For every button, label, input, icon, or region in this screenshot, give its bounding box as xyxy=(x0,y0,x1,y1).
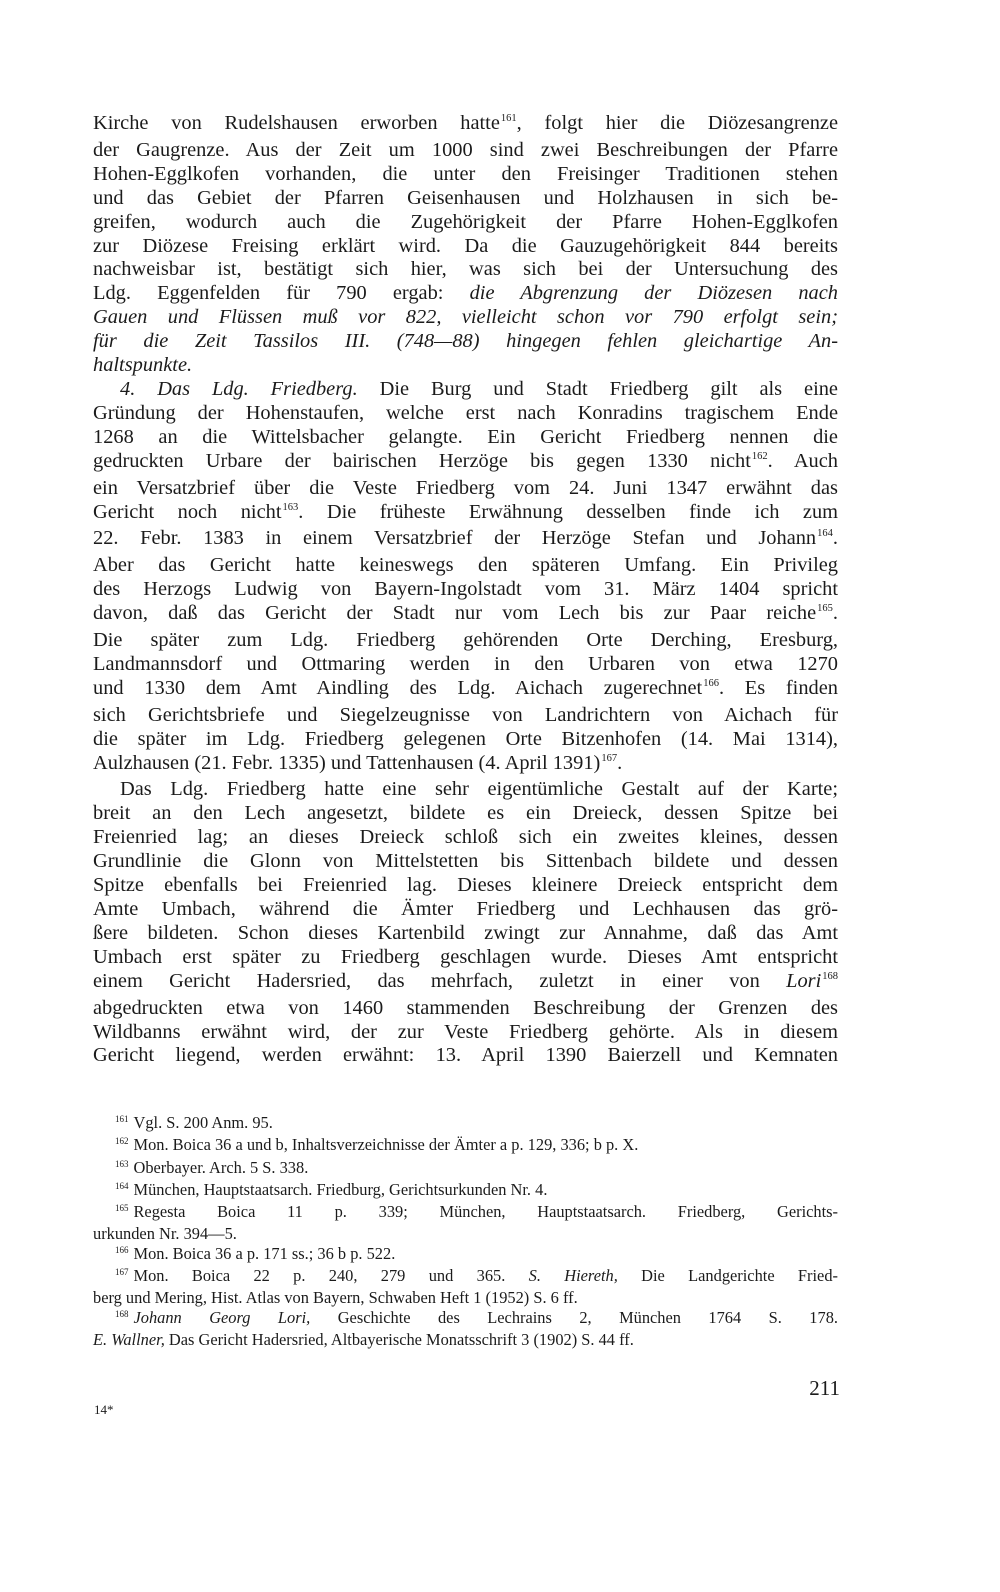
text-line: Spitze ebenfalls bei Freienried lag. Dieses kleinere Dreieck entspricht dem xyxy=(93,874,838,897)
text-line: nachweisbar ist, bestätigt sich hier, was sich bei der Untersuchung des xyxy=(93,258,838,281)
author-name: S. Hiereth, xyxy=(528,1266,618,1286)
text-line: abgedruckten etwa von 1460 stammenden Beschreibung der Grenzen des xyxy=(93,996,838,1019)
author-name: Lori xyxy=(786,969,822,992)
text-line: der Gaugrenze. Aus der Zeit um 1000 sind zwei Beschreibungen der Pfarre xyxy=(93,138,838,161)
text-line: Hohen-Egglkofen vorhanden, die unter den Freisinger Traditionen stehen xyxy=(93,162,838,185)
text-line: einem Gericht Hadersried, das mehrfach, zuletzt in einer von Lori$^{168}$ xyxy=(93,969,838,992)
footnote-continuation: E. Wallner, Das Gericht Hadersried, Altbayerische Monatsschrift 3 (1902) S. 44 ff. xyxy=(93,1329,634,1349)
text-line: 22. Febr. 1383 in einem Versatzbrief der Herzöge Stefan und Johann$^{164}$. xyxy=(93,527,838,550)
footnote-ref: 165 xyxy=(817,603,833,615)
text-line: für die Zeit Tassilos III. (748—88) hingegen fehlen gleichartige An- xyxy=(93,330,838,353)
footnote: $^{166}$ Mon. Boica 36 a p. 171 ss.; 36 b p. 522. xyxy=(115,1243,396,1263)
footnote-number: 167 xyxy=(115,1267,129,1278)
text-line: haltspunkte. xyxy=(93,354,193,377)
text-line: und 1330 dem Amt Aindling des Ldg. Aichach zugerechnet$^{166}$. Es finden xyxy=(93,676,838,699)
section-heading-line: 4. Das Ldg. Friedberg. Die Burg und Stadt Friedberg gilt als eine xyxy=(120,377,838,400)
footnote-number: 165 xyxy=(115,1203,129,1214)
footnote-ref: 163 xyxy=(282,501,299,513)
text-line: zur Diözese Freising erklärt wird. Da die Gauzugehörigkeit 844 bereits xyxy=(93,234,838,257)
footnote-ref: 167 xyxy=(601,752,618,764)
text-line: Gericht liegend, werden erwähnt: 13. April 1390 Baierzell und Kemnaten xyxy=(93,1044,838,1067)
text-line: Die später zum Ldg. Friedberg gehörenden Orte Derching, Eresburg, xyxy=(93,629,838,652)
footnotes xyxy=(93,1113,838,1349)
author-name: Johann Georg Lori, xyxy=(133,1307,311,1327)
italic-quote: die Abgrenzung der Diözesen nach xyxy=(469,282,838,305)
footnote-ref: 166 xyxy=(703,677,719,689)
footnote-ref: 161 xyxy=(500,113,517,124)
footnote-continuation: urkunden Nr. 394—5. xyxy=(93,1224,237,1244)
footnote: $^{164}$ München, Hauptstaatsarch. Friedburg, Gerichtsurkunden Nr. 4. xyxy=(115,1179,548,1199)
text-line: Kirche von Rudelshausen erworben hatte$^{161}$, folgt hier die Diözesangrenze xyxy=(93,112,838,134)
text-line: Freienried lag; an dieses Dreieck schloß sich ein zweites kleines, dessen xyxy=(93,826,838,849)
footnote: $^{165}$ Regesta Boica 11 p. 339; München, Hauptstaatsarch. Friedberg, Gerichts- xyxy=(115,1202,838,1222)
text-line: Gründung der Hohenstaufen, welche erst nach Konradins tragischem Ende xyxy=(93,401,838,424)
text-line: Ldg. Eggenfelden für 790 ergab: die Abgrenzung der Diözesen nach xyxy=(93,282,838,305)
text-line: Umbach erst später zu Friedberg geschlagen wurde. Dieses Amt entspricht xyxy=(93,945,838,968)
text-line: und das Gebiet der Pfarren Geisenhausen und Holzhausen in sich be- xyxy=(93,186,838,209)
author-name: E. Wallner, xyxy=(93,1329,165,1349)
signature-mark: 14* xyxy=(94,1402,114,1417)
footnote-ref: 162 xyxy=(751,450,768,462)
text-line: davon, daß das Gericht der Stadt nur vom Lech bis zur Paar reiche$^{165}$. xyxy=(93,602,838,625)
footnote-number: 161 xyxy=(115,1114,129,1124)
text-line: die später im Ldg. Friedberg gelegenen Orte Bitzenhofen (14. Mai 1314), xyxy=(93,727,838,750)
text-line: greifen, wodurch auch die Zugehörigkeit der Pfarre Hohen-Egglkofen xyxy=(93,210,838,233)
text-line: Aber das Gericht hatte keineswegs den späteren Umfang. Ein Privileg xyxy=(93,554,838,577)
text-line: Amte Umbach, während die Ämter Friedberg und Lechhausen das grö- xyxy=(93,898,838,920)
text-line: ßere bildeten. Schon dieses Kartenbild zwingt zur Annahme, daß das Amt xyxy=(93,921,838,944)
text-line: Grundlinie die Glonn von Mittelstetten bis Sittenbach bildete und dessen xyxy=(93,850,838,873)
text-line: Das Ldg. Friedberg hatte eine sehr eigentümliche Gestalt auf der Karte; xyxy=(120,778,838,801)
section-heading: 4. Das Ldg. Friedberg. xyxy=(120,377,358,400)
text-line: breit an den Lech angesetzt, bildete es ein Dreieck, dessen Spitze bei xyxy=(93,802,838,825)
text-line: des Herzogs Ludwig von Bayern-Ingolstadt vom 31. März 1404 spricht xyxy=(93,578,838,601)
footnote-number: 164 xyxy=(115,1180,129,1191)
page-number: 211 xyxy=(809,1376,840,1400)
footnote-continuation: berg und Mering, Hist. Atlas von Bayern, Schwaben Heft 1 (1952) S. 6 ff. xyxy=(93,1288,578,1308)
text-line: 1268 an die Wittelsbacher gelangte. Ein Gericht Friedberg nennen die xyxy=(93,425,838,448)
footnote-ref: 168 xyxy=(822,970,838,982)
footnote: $^{161}$ Vgl. S. 200 Anm. 95. xyxy=(115,1113,273,1132)
footnote-number: 162 xyxy=(115,1136,129,1147)
footnote: $^{168}$ Johann Georg Lori, Geschichte des Lechrains 2, München 1764 S. 178. xyxy=(115,1307,838,1327)
text-line: Wildbanns erwähnt wird, der zur Veste Friedberg gehörte. Als in diesem xyxy=(93,1020,838,1043)
footnote: $^{163}$ Oberbayer. Arch. 5 S. 338. xyxy=(115,1157,309,1177)
text-line: ein Versatzbrief über die Veste Friedberg vom 24. Juni 1347 erwähnt das xyxy=(93,476,838,499)
text-line: Landmannsdorf und Ottmaring werden in den Urbaren von etwa 1270 xyxy=(93,652,838,675)
footnote: $^{162}$ Mon. Boica 36 a und b, Inhaltsverzeichnisse der Ämter a p. 129, 336; b p. X. xyxy=(115,1135,639,1155)
footnote-ref: 164 xyxy=(817,528,833,540)
text-line: Gauen und Flüssen muß vor 822, vielleicht schon vor 790 erfolgt sein; xyxy=(93,306,838,329)
footnote: $^{167}$ Mon. Boica 22 p. 240, 279 und 365. S. Hiereth, Die Landgerichte Fried- xyxy=(115,1266,838,1286)
text-line: sich Gerichtsbriefe und Siegelzeugnisse von Landrichtern von Aichach für xyxy=(93,703,838,726)
text-line: Aulzhausen (21. Febr. 1335) und Tattenhausen (4. April 1391)$^{167}$. xyxy=(93,751,623,774)
footnote-number: 166 xyxy=(115,1244,129,1255)
footnote-number: 168 xyxy=(115,1308,129,1319)
text-line: Gericht noch nicht$^{163}$. Die früheste Erwähnung desselben finde ich zum xyxy=(93,500,838,523)
footnote-number: 163 xyxy=(115,1158,129,1169)
main-text xyxy=(93,112,838,1068)
text-line: gedruckten Urbare der bairischen Herzöge bis gegen 1330 nicht$^{162}$. Auch xyxy=(93,449,838,472)
